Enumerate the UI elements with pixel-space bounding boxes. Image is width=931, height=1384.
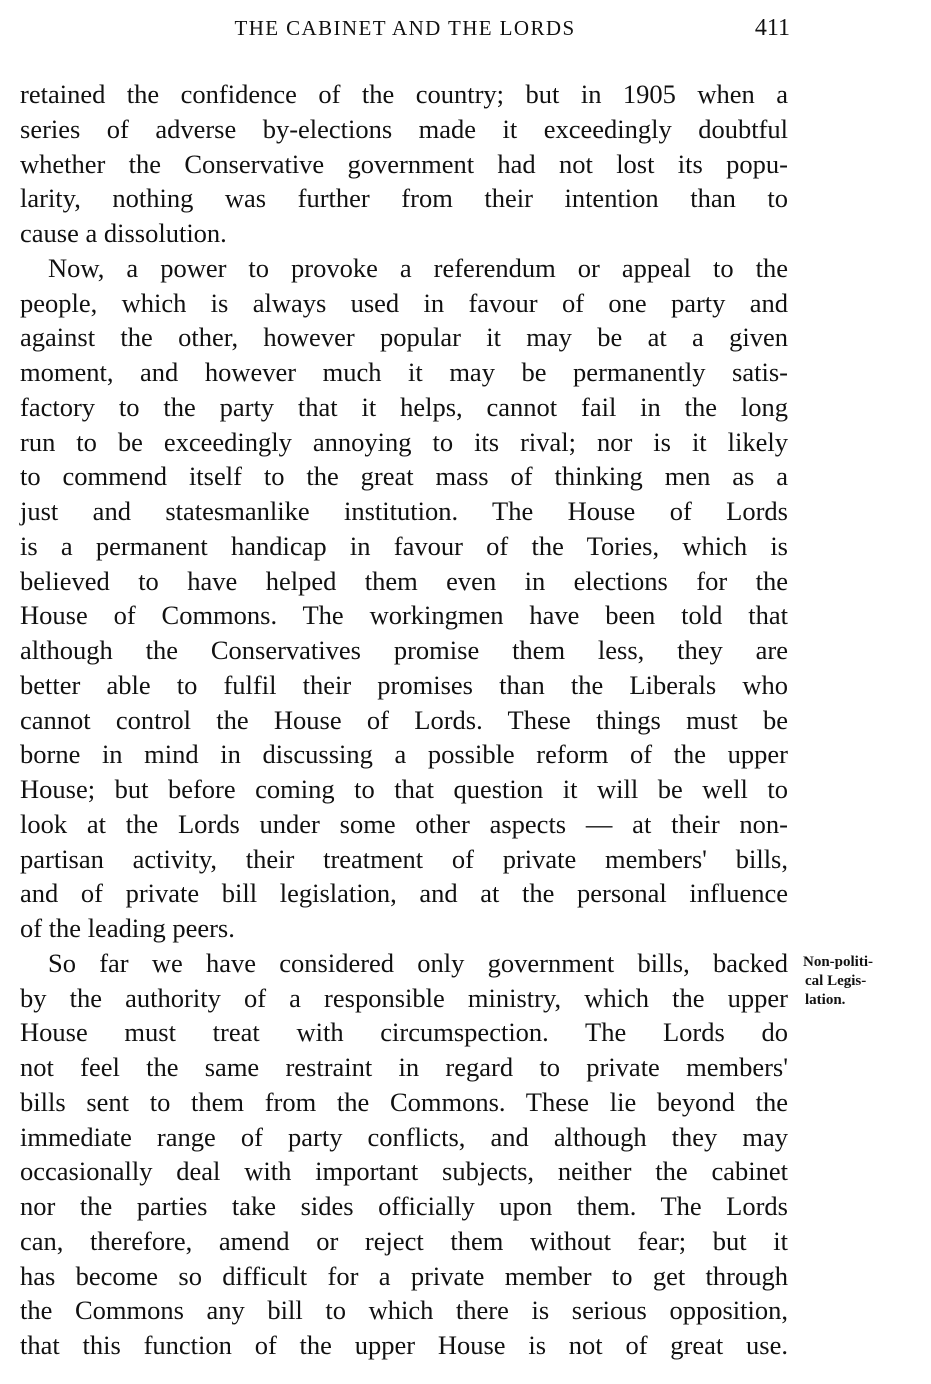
text-line: retained the confidence of the country; but in 1905 when a <box>20 79 788 109</box>
text-line: immediate range of party conflicts, and although they may <box>20 1121 788 1152</box>
body-text <box>20 77 788 1363</box>
text-line: bills sent to them from the Commons. These lie beyond the <box>20 1086 788 1117</box>
margin-sidenote <box>803 953 923 1010</box>
running-head <box>20 10 790 46</box>
text-line: people, which is always used in favour of one party and <box>20 287 788 318</box>
text-line: can, therefore, amend or reject them without fear; but it <box>20 1225 788 1256</box>
text-line: House of Commons. The workingmen have been told that <box>20 600 788 631</box>
text-line: cannot control the House of Lords. These things must be <box>20 704 788 735</box>
text-line: although the Conservatives promise them less, they are <box>20 635 788 665</box>
text-line: whether the Conservative government had not lost its popu- <box>20 148 788 179</box>
text-line: that this function of the upper House is not of great use. <box>20 1330 788 1360</box>
text-line: by the authority of a responsible ministry, which the upper <box>20 982 788 1013</box>
text-line: borne in mind in discussing a possible reform of the upper <box>20 739 788 770</box>
sidenote-line: lation. <box>805 992 846 1008</box>
sidenote-line: Non-politi- <box>803 954 874 970</box>
text-line: House must treat with circumspection. The Lords do <box>20 1017 788 1048</box>
text-line: look at the Lords under some other aspects — at their non- <box>20 808 788 839</box>
text-line: the Commons any bill to which there is serious opposition, <box>20 1295 788 1326</box>
text-line: series of adverse by-elections made it exceedingly doubtful <box>20 113 788 144</box>
text-line: Now, a power to provoke a referendum or appeal to the <box>48 252 788 283</box>
sidenote-line: cal Legis- <box>805 973 867 989</box>
text-line: House; but before coming to that question it will be well to <box>20 774 788 804</box>
text-line: larity, nothing was further from their intention than to <box>20 183 788 214</box>
text-line: not feel the same restraint in regard to private members' <box>20 1052 788 1082</box>
text-line: moment, and however much it may be permanently satis- <box>20 357 788 387</box>
text-line: better able to fulfil their promises than the Liberals who <box>20 669 788 700</box>
text-line: factory to the party that it helps, cannot fail in the long <box>20 391 788 422</box>
text-line: occasionally deal with important subjects, neither the cabinet <box>20 1156 788 1187</box>
text-line: partisan activity, their treatment of private members' bills, <box>20 843 788 874</box>
text-line: and of private bill legislation, and at the personal influence <box>20 878 788 909</box>
page-number: 411 <box>754 15 790 41</box>
text-line: believed to have helped them even in elections for the <box>20 565 788 596</box>
text-line: to commend itself to the great mass of thinking men as a <box>20 461 788 492</box>
text-line: has become so difficult for a private member to get through <box>20 1260 788 1291</box>
text-line: run to be exceedingly annoying to its rival; nor is it likely <box>20 426 788 457</box>
text-line: against the other, however popular it may be at a given <box>20 322 788 353</box>
text-line: is a permanent handicap in favour of the Tories, which is <box>20 530 788 561</box>
text-line: nor the parties take sides officially upon them. The Lords <box>20 1191 788 1221</box>
text-line: cause a dissolution. <box>20 218 227 248</box>
text-line: So far we have considered only government bills, backed <box>48 947 788 978</box>
text-line: just and statesmanlike institution. The House of Lords <box>20 496 788 526</box>
running-title: THE CABINET AND THE LORDS <box>234 16 576 40</box>
text-line: of the leading peers. <box>20 913 235 943</box>
